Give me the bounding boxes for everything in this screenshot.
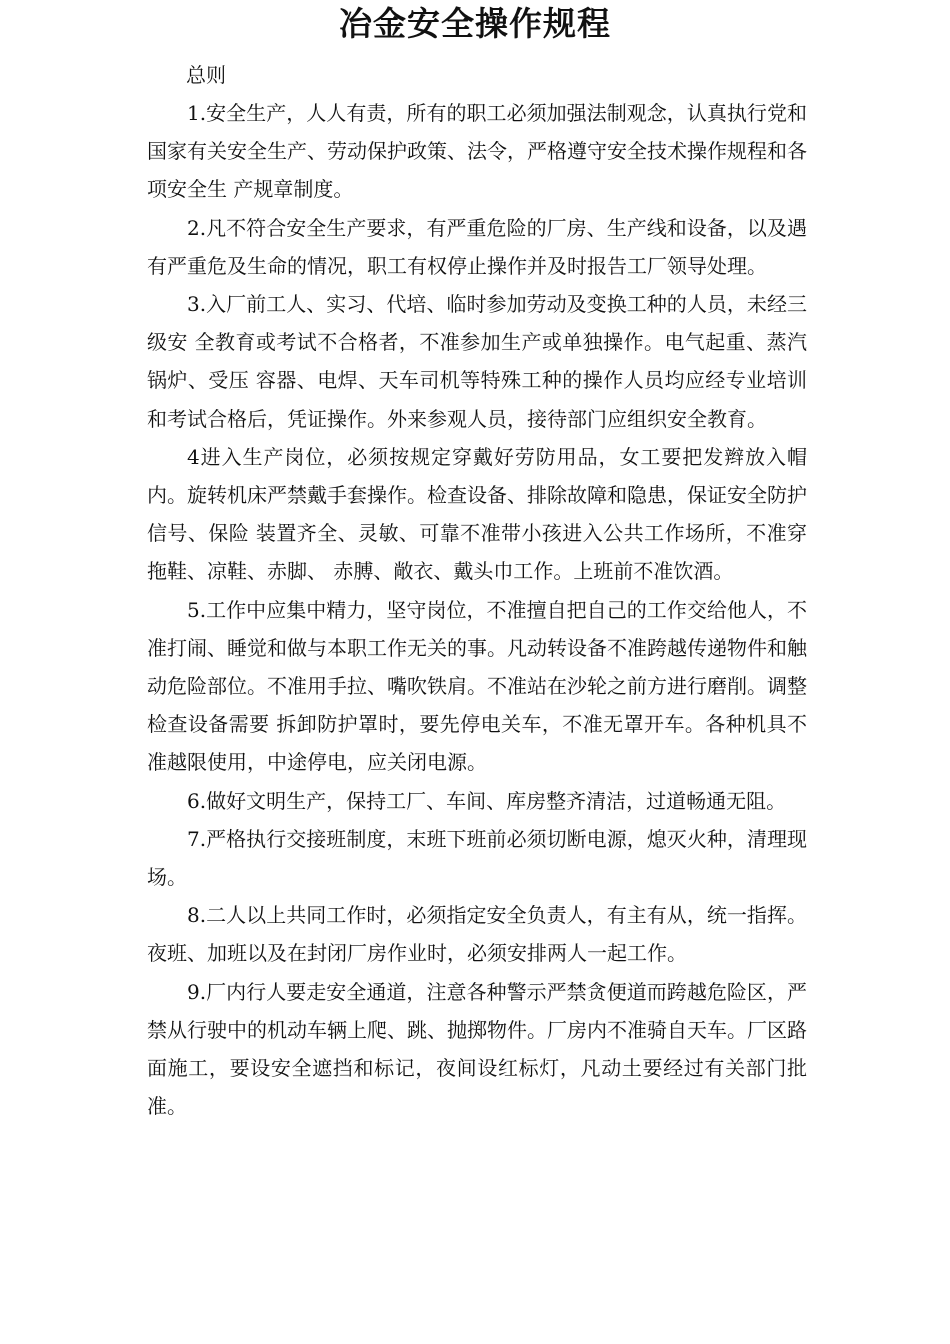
rule-paragraph-8: 8.二人以上共同工作时，必须指定安全负责人，有主有从，统一指挥。夜班、加班以及在封闭厂房作业时，必须安排两人一起工作。 — [147, 903, 807, 966]
document-title: 冶金安全操作规程 — [339, 4, 611, 43]
rule-paragraph-4: 4进入生产岗位，必须按规定穿戴好劳防用品，女工要把发辫放入帽内。旋转机床严禁戴手套操作。检查设备、排除故障和隐患，保证安全防护信号、保险 装置齐全、灵敏、可靠不准带小孩进入公共工作场所，不准穿拖鞋、凉鞋、赤脚、 赤膊、敞衣、戴头巾工作。上班前不准饮酒。 — [147, 444, 807, 584]
rule-paragraph-3: 3.入厂前工人、实习、代培、临时参加劳动及变换工种的人员，未经三级安 全教育或考试不合格者，不准参加生产或单独操作。电气起重、蒸汽锅炉、受压 容器、电焊、天车司机等特殊工种的操作人员均应经专业培训和考试合格后，凭证操作。外来参观人员，接待部门应组织安全教育。 — [147, 292, 807, 431]
rule-paragraph-2: 2.凡不符合安全生产要求，有严重危险的厂房、生产线和设备，以及遇有严重危及生命的情况，职工有权停止操作并及时报告工厂领导处理。 — [147, 215, 807, 278]
rule-paragraph-6: 6.做好文明生产，保持工厂、车间、库房整齐清洁，过道畅通无阻。 — [187, 788, 787, 813]
document-body — [147, 94, 807, 1125]
rule-paragraph-1: 1.安全生产，人人有责，所有的职工必须加强法制观念，认真执行党和国家有关安全生产、劳动保护政策、法令，严格遵守安全技术操作规程和各项安全生 产规章制度。 — [147, 101, 807, 202]
section-heading: 总则 — [186, 63, 226, 87]
rule-paragraph-9: 9.厂内行人要走安全通道，注意各种警示严禁贪便道而跨越危险区，严禁从行驶中的机动车辆上爬、跳、抛掷物件。厂房内不准骑自天车。厂区路面施工，要设安全遮挡和标记，夜间设红标灯，凡动土要经过有关部门批准。 — [147, 979, 807, 1119]
rule-paragraph-7: 7.严格执行交接班制度，末班下班前必须切断电源，熄灭火种，清理现场。 — [147, 826, 807, 890]
rule-paragraph-5: 5.工作中应集中精力，坚守岗位，不准擅自把自己的工作交给他人，不准打闹、睡觉和做与本职工作无关的事。凡动转设备不准跨越传递物件和触动危险部位。不准用手拉、嘴吹铁肩。不准站在沙轮之前方进行磨削。调整检查设备需要 拆卸防护罩时，要先停电关车，不准无罩开车。各种机具不准越限使用，中途停电，应关闭电源。 — [147, 597, 807, 775]
